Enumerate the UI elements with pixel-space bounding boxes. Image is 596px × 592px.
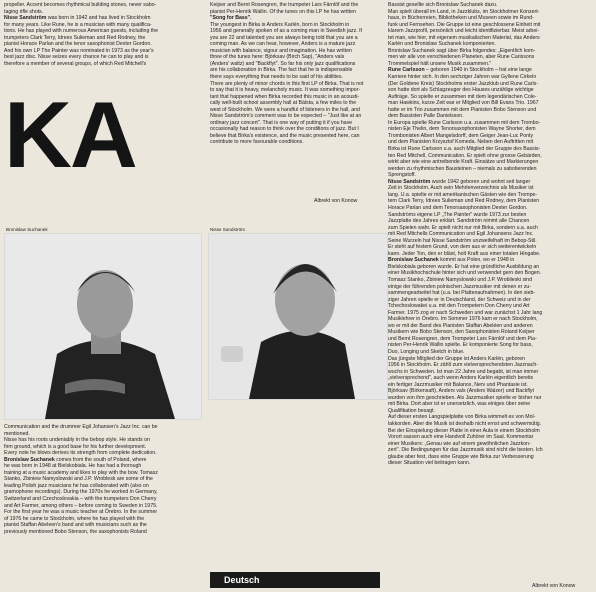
text-line: tet man, wie hier, mit eigenem musikalischen Material, das Anders (388, 34, 540, 41)
text-line: (Der Goldene Kreis) Stockholms erster Jazzklub und Rune Carls- (388, 80, 538, 87)
text-line: „vielversprechend", auch wenn Anders Karlén eigentlich bereits (388, 375, 534, 382)
text-line: Bronislaw Suchanek sagt über Birka folgendes: „Eigentlich kom- (388, 47, 536, 54)
text-line: cally well-built school assembly hall at Bälsta, a few miles to the (210, 100, 357, 107)
text-line: Man spielt überall im Land, in Jazzklubs, im Stockholmer Konzert- (388, 8, 540, 15)
text-line: Zeit in Stockholm. Auch sein Mehrlenverzeichnis als Musiker ist (388, 185, 534, 192)
text-line: for many years. Like Rune, he is a musician with many qualifica- (4, 21, 152, 28)
text-line: training at a music academy and likes to play with the bow. Tomasz (4, 469, 158, 476)
text-line: The youngest in Birka is Anders Karlén, born in Stockholm in (210, 21, 350, 28)
text-line: wuchs in Schweden. Ist man 22 Jahre und begabt, ist man immer (388, 368, 539, 375)
text-line: Karlén und Bronislaw Suchanek komponierten. (388, 41, 496, 48)
text-line: previously mentioned Bobo Stenson, the saxophonists Roland (4, 528, 147, 535)
photo-nisse-sandstrom (208, 233, 388, 400)
text-line: kann. Jeder Ton, den er bläst, holt Kraft aus einer totalen Hingabe. (388, 250, 541, 257)
text-line: son hatte dort als Schlagzeuger des Hauses unzählige wichtige (388, 87, 534, 94)
text-line: und dem Pianisten Krzysztof Komeda. Neben den Auftritten mit (388, 139, 534, 146)
text-line: Rune Carlsson – geboren 1940 in Stockholm – hat eine lange (388, 67, 532, 74)
text-line: lang. U.a. spielte er mit amerikanischen Gästen wie den Trompe- (388, 191, 538, 198)
text-line: of 1976 he came to Stockholm, where he has played with the (4, 515, 145, 522)
text-line: contribute to more favourable conditions. (210, 139, 304, 146)
author-signature-german: Albrekt von Konow (532, 583, 576, 589)
text-line: Trombonisten Albert Mangelsdorff, dem Geiger Jean-Luc Ponty (388, 132, 534, 139)
text-line: sammengearbeitet hat (u.a. bei Plattenaufnahmen). In den sieb- (388, 290, 536, 297)
text-line: mentioned. (4, 430, 30, 437)
text-line: zert". Die Bedingungen für das Jazzmusik sind nicht die besten. Ich (388, 447, 543, 454)
text-line-bold: Nisse Sandström (388, 178, 431, 185)
text-line: In Europa spielte Rune Carlsson u.a. zusammen mit dem Trombo- (388, 119, 541, 126)
text-line: are his collaboration in Birka. The fact that he is indispensable (210, 67, 353, 74)
text-line: Switzerland and Czechoslovakia – with the trumpeters Don Cherry (4, 496, 157, 503)
text-line: propeller. Accent becomes rhythmical building stones, never sabo- (4, 2, 157, 8)
text-line-bold: Bronislaw Suchanek (4, 456, 55, 463)
text-line: gramophone recordings). During the 1970s he worked in Germany, (4, 489, 158, 496)
text-line: (Anders' waltz) and "Backflyt". So far his only jazz qualifications (210, 60, 356, 67)
text-line: tions. He has played with numerous American guests, including the (4, 28, 158, 35)
text-line: funk und Fernsehen. Die Gruppe ist eine geschlossene Einheit mit (388, 21, 541, 28)
text-line: Er steht auf festem Grund, von dem aus er sich weiterentwickeln (388, 244, 537, 251)
text-line: coming man. As we can hear, however, Anders is a mature jazz (210, 41, 356, 48)
text-line-bold: Rune Carlsson (388, 67, 425, 74)
text-line: three of the tunes here: Björksav (Birch Sap), "Anders vals (210, 54, 345, 61)
text-line: und Bernt Rosengren, dem Trompeter Lars Färnlöf und dem Pia- (388, 335, 537, 342)
photo-caption-sandstrom: Nisse Sandström (210, 227, 245, 232)
text-line: Nisse has his roots undeniably in the bebop style. He stands on (4, 437, 150, 444)
text-line: Aufträge. So spielte er zusammen mit dem legendärischen Cole- (388, 93, 537, 100)
text-line: he was born in 1948 at Bielskobiala. He has had a thorough (4, 463, 142, 470)
text-line: Qualifikation besagt. (388, 407, 436, 414)
text-line: you are 22 and talented you are always being told that you are a (210, 34, 358, 41)
text-line: Vorort sassen auch eine Handvoll Zuhörer im Saal. Kommentar (388, 434, 534, 441)
english-text-top-left (4, 2, 200, 67)
text-line: glaube aber fest, dass eine Gruppe wie Birka zur Verbesserung (388, 453, 534, 460)
text-line: and Art Farmer, among others – before coming to Sweden in 1975. (4, 502, 158, 509)
text-line: Bronislaw Suchanek comes from the south of Poland, where (4, 456, 147, 463)
text-line: Trommelspiel hält unsere Musik zusammen." (388, 60, 492, 67)
text-line: lakkorden. Aber die Musik ist deshalb nicht ernst und schwermütig. (388, 421, 542, 427)
text-line: zum Spielen wahr. Er spielt nicht nur mit Birka, sondern u.a. auch (388, 224, 538, 231)
text-line: firm ground, which is a good base for his further development. (4, 443, 147, 450)
text-line: Farmer. 1975 zog er nach Schweden und war zunächst 1 Jahr lang (388, 309, 543, 316)
text-line: to say that it is heavy, melancholy music. It was something impor- (210, 87, 361, 94)
text-line: Seine Wurzeln hat Nisse Sandström unzweifelhaft im Bebop-Stil. (388, 237, 537, 244)
text-line: leading Polish jazz musicians he has collaborated with (also on (4, 482, 149, 489)
english-text-bottom-left (4, 424, 200, 535)
text-line: tant that happened when Birka recorded this music in an acousti- (210, 93, 360, 100)
text-line: ein fertiger Jazzmusiker mit Balance, Nerv und Phantasie ist. (388, 381, 528, 388)
text-line: trumpeters Clark Terry, Idrees Sulieman and Red Rodney, the (4, 34, 146, 41)
text-line: Jazzplatte des Jahres erklärt. Sandström nimmt alle Chancen (388, 218, 530, 225)
text-line: Karriere hinter sich. In den sechziger Jahren war Gyllene Cirkeln (388, 74, 537, 81)
text-line: Horace Parlan und dem Tenorsaxophonisten Dexter Gordon. (388, 204, 528, 211)
text-line: Tomasz Stanko, Zbiniew Namyslowski und J.P. Wroblieski sind (388, 276, 532, 283)
text-line: Nisse Sandström's comment was to be expected – "Just like at an (210, 113, 362, 120)
text-line: wirkt aber wie eine antreibende Kraft. Einsätze und Markierungen (388, 159, 539, 166)
text-line: Communication and the drummer Egil Johansen's Jazz Inc. can be (4, 424, 158, 430)
text-line: Bronislaw Suchanek kommt aus Polen, wo er 1948 in (388, 257, 515, 264)
text-line: Keijser and Bernt Rosengren, the trumpeter Lars Färnlöf and the (210, 2, 359, 8)
text-line: dem Bassisten Palle Danielsson. (388, 113, 464, 120)
text-line: And his own LP The Painter was nominated in 1973 as the year's (4, 47, 154, 54)
text-line: pianist Horace Parlan and the tenor saxophonist Dexter Gordon. (4, 41, 152, 48)
photo-bronislaw-suchanek (4, 233, 202, 420)
text-line: Sandströms eigene LP „The Painter" wurde 1973 zur besten (388, 211, 527, 218)
text-line: Auf dieser ersten Langspielplatte von Birka wimmelt es von Mol- (388, 414, 536, 421)
text-line: mit Birka. Dort aber ist er unersetzlich, was einiges über seine (388, 401, 531, 408)
text-line: "Song for Bass", (210, 15, 252, 22)
text-line: tern Clark Terry, Idrees Sulieman und Red Rodney, dem Pianisten (388, 198, 540, 205)
text-line: Bassist gesellte sich Bronislaw Suchanek dazu. (388, 2, 498, 8)
text-line-bold: "Song for Bass" (210, 15, 251, 22)
text-line: Musikern wie Bobo Stenson, den Saxophonisten Roland Keijser (388, 329, 535, 336)
text-line: Every note he blows derives its strength from complete dedication. (4, 450, 157, 457)
text-line: Nisse Sandström wurde 1942 geboren und wohnt seit langer (388, 178, 531, 185)
text-line: Björksav (Birkensaft), Anders vals (Anders Walzer) und Backflyt (388, 388, 534, 395)
text-line: Duo, Longing und Sketch in blue. (388, 348, 465, 355)
text-line: occasionally had reason to think over the conditions of jazz. But I (210, 126, 359, 133)
text-line: ordinary jazz concert". That is one way of putting it if you have (210, 119, 353, 126)
text-line: Bei der Einspielung dieser Platte in einer Aula in einem Stockholm (388, 427, 540, 434)
text-line: wurden von ihm geschrieben. Als Jazzmusiker spielte er bisher nur (388, 394, 542, 401)
text-line: nisten Per-Henrik Wallin spielte. Er komponierte Song for bass, (388, 342, 533, 349)
text-line: einige der führenden polnischen Jazzmusiker mit denen er zu- (388, 283, 532, 290)
text-line: there says everything that needs to be said of his abilities. (210, 74, 343, 81)
page-title-fragment: KA (4, 82, 136, 187)
text-line: Das jüngste Mitglied der Gruppe ist Anders Karlén, geboren (388, 355, 525, 362)
text-line: taging rifle shots. (4, 8, 44, 15)
text-line: ten Red Mitchell, Communication. Er spielt ohne grosse Gebärden, (388, 152, 542, 159)
text-line: believe that Birka's existence, and the music presented here, can (210, 132, 360, 139)
text-line: werden zu rhythmischen Bausteinen – niemals zu sabotierenden (388, 165, 537, 172)
text-line: Nisse Sandström was born in 1942 and has lived in Stockholm (4, 15, 151, 22)
text-line: nisten Eje Thelin, dem Tenorsaxophonisten Wayne Shorter, dem (388, 126, 536, 133)
section-label-deutsch: Deutsch (210, 572, 380, 588)
text-line: 1956 and generally spoken of as a coming man in Swedish jazz. If (210, 28, 362, 35)
text-line: 1956 in Stockholm. Er zählt zum vielversprechendsten Jazznach- (388, 362, 538, 369)
text-line: hatte er im Trio zusammen mit dem Pianisten Bobo Stenson und (388, 106, 537, 113)
text-line: For the first year he was a music teacher at Örebro. In the summer (4, 509, 158, 516)
text-line: west of Stockholm. We were a handful of listeners in the hall, and (210, 106, 360, 113)
text-line: einer Musikers: „Genau wie auf einem gewöhnlichen Jazzkon- (388, 440, 531, 447)
text-line: There are plenty of minor chords in this first LP of Birka. That is not (210, 80, 364, 87)
text-line: therefore a member of several groups, of which Red Mitchell's (4, 60, 147, 67)
german-text-right-column (388, 2, 592, 467)
photo-caption-suchanek: Bronislaw Suchanek (6, 227, 48, 232)
text-line-bold: Bronislaw Suchanek (388, 257, 439, 264)
text-line: musician with balance, vigour and imagination. He has written (210, 47, 352, 54)
text-line: Birka ist Rune Carlsson u.a. auch Mitglied der Gruppe des Bassis- (388, 146, 541, 153)
text-line: pianist Per-Henrik Wallin. Of the tunes on this LP he has written (210, 8, 356, 15)
text-line: man Hawkins, kurze Zeit war er Mitglied von Bill Evans Trio. 1967 (388, 100, 539, 107)
text-line: einer Musikhochschule hinter sich und verwendet gern den Bogen. (388, 270, 542, 277)
text-line: mit Red Mitchells Communication und Egil Johansens Jazz Inc. (388, 231, 534, 238)
text-line-bold: Nisse Sandström (4, 15, 47, 22)
text-line: men wir alle von verschiedenen Planeten, aber Rune Carissons (388, 54, 535, 61)
text-line: dieser Situation viel beitragen kann. (388, 460, 471, 467)
text-line: pianist Staffan Abeleen's band and with musicians such as the (4, 522, 147, 529)
text-line: Sprengstoff. (388, 172, 416, 179)
text-line: klarem Jazzprofil, persönlich und leicht identifizierbar. Meist arbei- (388, 28, 540, 35)
english-text-top-middle (210, 2, 380, 146)
text-line: Bielskobiala geboren wurde. Er hat eine gründliche Ausbildung an (388, 263, 540, 270)
text-line: best jazz disc. Nisse seizes every chance he can to play and is (4, 54, 149, 61)
text-line: wo er mit der Band des Pianisten Staffan Abeléen und anderen (388, 322, 533, 329)
text-line: ziger Jahren spielte er in Deutschland, der Schweiz und in der (388, 296, 531, 303)
author-signature-english: Albrekt von Konow (314, 198, 358, 204)
text-line: haus, in Bücherreien, Bibliotheken und Museen sowie im Rund- (388, 15, 534, 22)
text-line: Musiklehrer in Örebro. Im Sommer 1976 kam er nach Stockholm, (388, 316, 538, 323)
text-line: Tchechoslowakei u.a. mit den Trompetern Don Cherry und Art (388, 303, 530, 310)
text-line: Stanko, Zbiniew Namyslowski and J.P. Wroblesk are some of the (4, 476, 153, 483)
